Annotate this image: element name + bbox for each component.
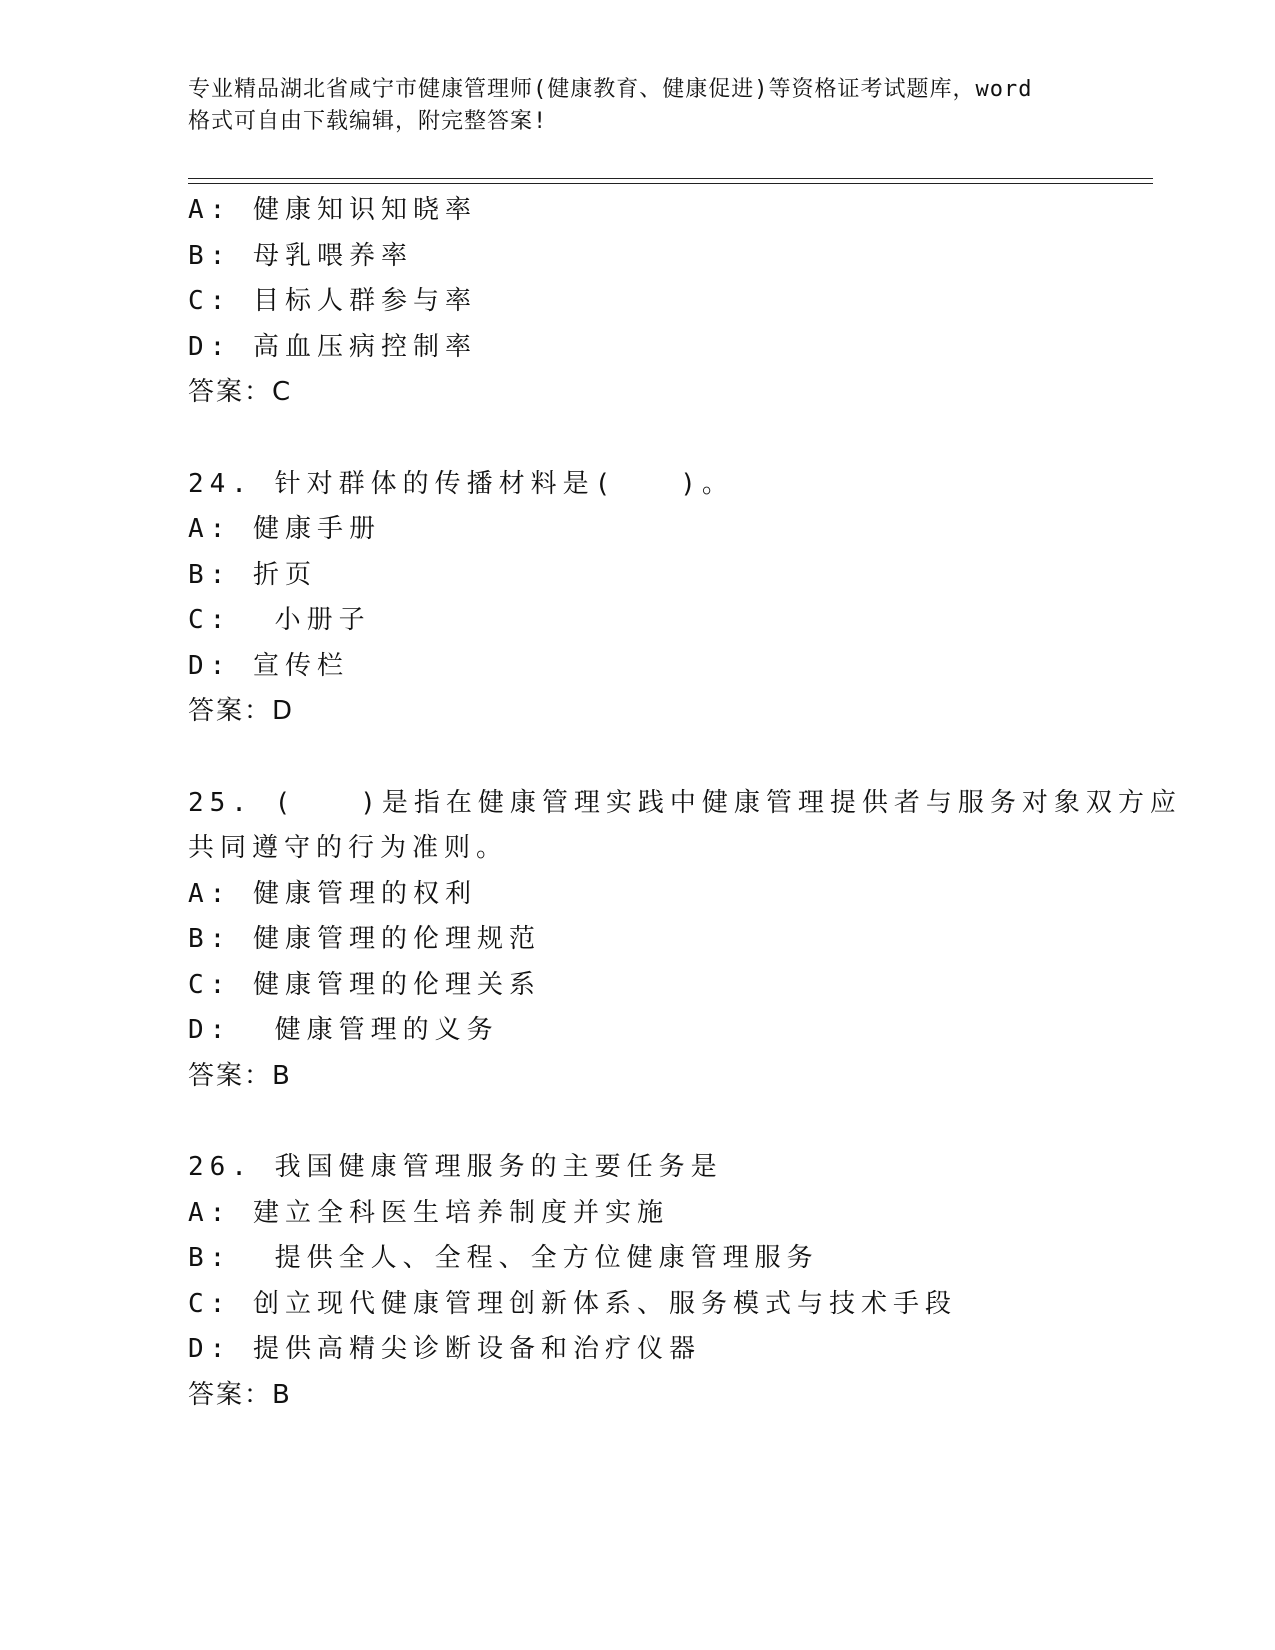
- question-stem: 26. 我国健康管理服务的主要任务是: [188, 1152, 723, 1182]
- question-25: [188, 781, 1182, 1100]
- question-23-partial: [188, 188, 1088, 416]
- option-c: C: 小册子: [188, 605, 371, 635]
- header-rule-bottom: [188, 183, 1153, 184]
- option-d: D: 健康管理的义务: [188, 1015, 499, 1045]
- option-a: A: 建立全科医生培养制度并实施: [188, 1197, 669, 1228]
- option-b: B: 提供全人、全程、全方位健康管理服务: [188, 1243, 819, 1273]
- option-d: D: 提供高精尖诊断设备和治疗仪器: [188, 1334, 701, 1364]
- option-c: C: 创立现代健康管理创新体系、服务模式与技术手段: [188, 1288, 957, 1319]
- option-a: A: 健康管理的权利: [188, 878, 477, 909]
- question-stem: 25. ( )是指在健康管理实践中健康管理提供者与服务对象双方应: [188, 787, 1182, 818]
- question-stem-continued: 共同遵守的行为准则。: [188, 833, 509, 863]
- document-header: [188, 74, 1088, 138]
- header-line-1: 专业精品湖北省咸宁市健康管理师(健康教育、健康促进)等资格证考试题库，word: [188, 77, 1033, 102]
- option-a: A: 健康手册: [188, 514, 381, 544]
- option-c: C: 目标人群参与率: [188, 286, 477, 316]
- option-b: B: 健康管理的伦理规范: [188, 924, 541, 954]
- answer-line: 答案：B: [188, 1379, 292, 1410]
- option-c: C: 健康管理的伦理关系: [188, 969, 541, 1000]
- question-content: [188, 188, 1182, 1418]
- option-d: D: 宣传栏: [188, 650, 349, 681]
- header-line-2: 格式可自由下载编辑，附完整答案!: [188, 109, 548, 134]
- option-b: B: 折页: [188, 559, 317, 590]
- header-rule-top: [188, 178, 1153, 179]
- option-a: A: 健康知识知晓率: [188, 195, 477, 225]
- option-d: D: 高血压病控制率: [188, 331, 477, 362]
- answer-line: 答案：B: [188, 1060, 292, 1091]
- question-24: [188, 462, 1088, 735]
- answer-line: 答案：D: [188, 696, 295, 726]
- option-b: B: 母乳喂养率: [188, 240, 413, 271]
- question-26: [188, 1145, 1088, 1418]
- answer-line: 答案：C: [188, 377, 293, 407]
- question-stem: 24. 针对群体的传播材料是( )。: [188, 468, 734, 499]
